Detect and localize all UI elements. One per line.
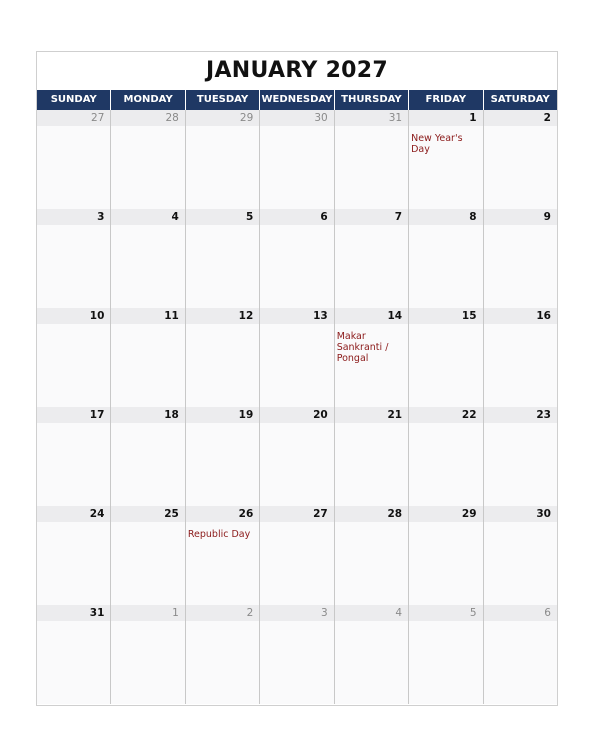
weekday-saturday: SATURDAY [490, 94, 550, 105]
day-cell[interactable] [37, 209, 111, 308]
day-cell[interactable] [409, 407, 483, 506]
day-cell[interactable] [335, 110, 409, 209]
day-number: 2 [186, 605, 259, 621]
day-number: 3 [260, 605, 333, 621]
weekday-wednesday: WEDNESDAY [260, 90, 334, 110]
day-number: 20 [260, 407, 333, 423]
day-cell[interactable] [409, 308, 483, 407]
week-row [37, 110, 557, 209]
day-cell[interactable] [335, 308, 409, 407]
holiday-label: Makar Sankranti / Pongal [336, 331, 389, 364]
day-number: 15 [409, 308, 482, 324]
day-number: 26 [186, 506, 259, 522]
weekday-friday: FRIDAY [409, 90, 483, 110]
day-cell[interactable] [409, 605, 483, 704]
day-number: 19 [186, 407, 259, 423]
day-cell[interactable] [484, 506, 557, 605]
day-number: 5 [186, 209, 259, 225]
day-cell[interactable] [37, 110, 111, 209]
day-cell[interactable] [37, 506, 111, 605]
weekday-sunday: SUNDAY [37, 90, 111, 110]
day-cell[interactable] [186, 605, 260, 704]
day-cell[interactable] [186, 209, 260, 308]
day-number: 8 [409, 209, 482, 225]
week-row [37, 407, 557, 506]
day-cell[interactable] [335, 506, 409, 605]
day-cell[interactable] [186, 506, 260, 605]
day-number: 7 [335, 209, 408, 225]
day-number: 25 [111, 506, 184, 522]
day-number: 4 [335, 605, 408, 621]
day-number: 28 [335, 506, 408, 522]
day-cell[interactable] [409, 209, 483, 308]
day-cell[interactable] [484, 110, 557, 209]
day-cell[interactable] [186, 407, 260, 506]
day-cell[interactable] [260, 110, 334, 209]
day-number: 18 [111, 407, 184, 423]
day-number: 10 [37, 308, 110, 324]
week-row [37, 308, 557, 407]
day-number: 9 [484, 209, 557, 225]
day-number: 6 [484, 605, 557, 621]
day-number: 1 [111, 605, 184, 621]
weekday-thursday: THURSDAY [335, 90, 409, 110]
day-cell[interactable] [409, 506, 483, 605]
day-number: 29 [409, 506, 482, 522]
day-cell[interactable] [37, 407, 111, 506]
day-cell[interactable] [37, 605, 111, 704]
day-number: 14 [335, 308, 408, 324]
day-number: 12 [186, 308, 259, 324]
day-cell[interactable] [409, 110, 483, 209]
day-number: 31 [335, 110, 408, 126]
day-cell[interactable] [484, 407, 557, 506]
day-cell[interactable] [186, 110, 260, 209]
day-number: 4 [111, 209, 184, 225]
day-cell[interactable] [335, 605, 409, 704]
day-cell[interactable] [111, 407, 185, 506]
week-row [37, 506, 557, 605]
day-number: 27 [260, 506, 333, 522]
day-number: 30 [260, 110, 333, 126]
day-number: 24 [37, 506, 110, 522]
day-cell[interactable] [260, 308, 334, 407]
day-number: 6 [260, 209, 333, 225]
day-number: 5 [409, 605, 482, 621]
holiday-label: Republic Day [187, 529, 251, 540]
day-cell[interactable] [260, 209, 334, 308]
weekday-monday: MONDAY [111, 90, 185, 110]
day-cell[interactable] [260, 605, 334, 704]
weekday-tuesday: TUESDAY [186, 90, 260, 110]
day-number: 28 [111, 110, 184, 126]
day-number: 1 [409, 110, 482, 126]
day-number: 23 [484, 407, 557, 423]
day-number: 22 [409, 407, 482, 423]
day-cell[interactable] [111, 506, 185, 605]
day-cell[interactable] [260, 506, 334, 605]
day-cell[interactable] [186, 308, 260, 407]
day-number: 3 [37, 209, 110, 225]
calendar-grid [37, 110, 557, 704]
day-number: 2 [484, 110, 557, 126]
day-cell[interactable] [37, 308, 111, 407]
day-number: 27 [37, 110, 110, 126]
day-number: 11 [111, 308, 184, 324]
week-row [37, 605, 557, 704]
calendar [36, 51, 558, 706]
day-cell[interactable] [484, 605, 557, 704]
day-cell[interactable] [484, 209, 557, 308]
day-number: 31 [37, 605, 110, 621]
day-cell[interactable] [111, 209, 185, 308]
holiday-label: New Year's Day [411, 133, 463, 155]
weekday-header [37, 90, 557, 110]
calendar-title: JANUARY 2027 [206, 58, 388, 83]
day-cell[interactable] [260, 407, 334, 506]
day-cell[interactable] [335, 407, 409, 506]
day-number: 13 [260, 308, 333, 324]
day-number: 17 [37, 407, 110, 423]
day-cell[interactable] [111, 605, 185, 704]
day-cell[interactable] [111, 110, 185, 209]
day-cell[interactable] [484, 308, 557, 407]
day-number: 29 [186, 110, 259, 126]
day-number: 21 [335, 407, 408, 423]
day-cell[interactable] [335, 209, 409, 308]
day-number: 16 [484, 308, 557, 324]
day-number: 30 [484, 506, 557, 522]
day-cell[interactable] [111, 308, 185, 407]
week-row [37, 209, 557, 308]
